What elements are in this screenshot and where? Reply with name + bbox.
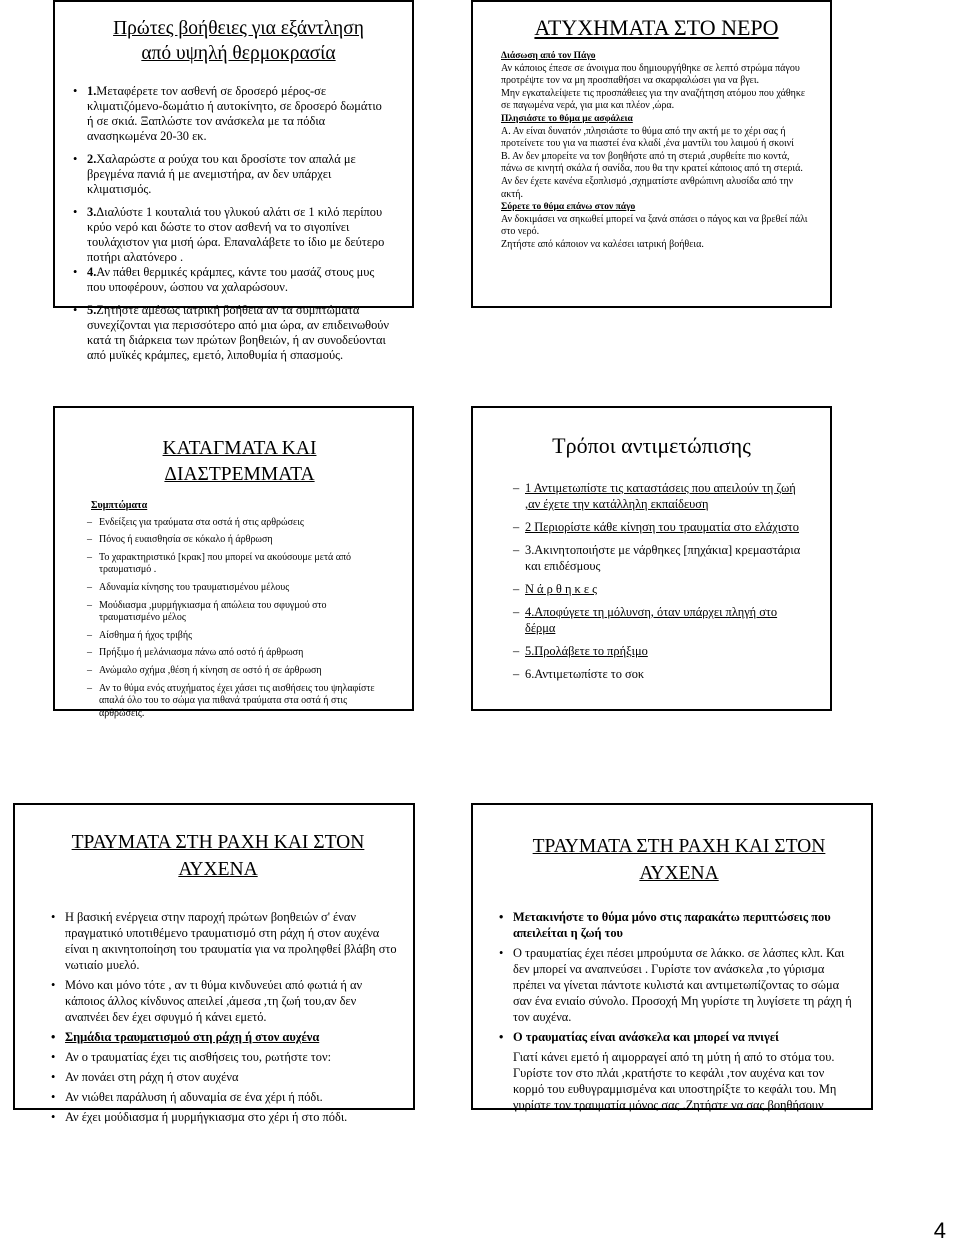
title-line-1: ΤΡΑΥΜΑΤΑ ΣΤΗ ΡΑΧΗ ΚΑΙ ΣΤΟΝ <box>532 836 826 857</box>
title-line-2: ΑΥΧΕΝΑ <box>178 859 258 880</box>
list-item <box>87 265 390 295</box>
list-item <box>87 84 390 144</box>
slide-title <box>503 833 855 887</box>
list-item: – 6.Αντιμετωπίστε το σοκ <box>525 666 808 682</box>
step-number: 2. <box>87 152 97 166</box>
list-item <box>87 205 390 265</box>
slide-water-accidents <box>471 0 832 308</box>
info-list <box>513 909 855 1113</box>
step-text: Μεταφέρετε τον ασθενή σε δροσερό μέρος-σε κλιματιζόμενο-δωμάτιο ή αυτοκίνητο, σε δροσερό δωμάτιο ή σε σκιά. Ξαπλώστε τον ανάσκελα με τα πόδια ανασηκωμένα 20-30 εκ. <box>87 84 382 143</box>
list-item: • Ο τραυματίας είναι ανάσκελα και μπορεί να πνιγεί <box>513 1029 855 1045</box>
list-item: – Μούδιασμα ,μυρμήγκιασμα ή απώλεια του σφυγμού στο τραυματισμένο μέλος <box>99 600 390 625</box>
list-item: – 2 Περιορίστε κάθε κίνηση του τραυματία στο ελάχιστο <box>525 519 808 535</box>
list-item: – Αίσθημα ή ήχος τριβής <box>99 630 390 643</box>
list-item: – 5.Προλάβετε το πρήξιμο <box>525 643 808 659</box>
list-item: • Η βασική ενέργεια στην παροχή πρώτων βοηθειών σ' έναν πραγματικό υποτιθέμενο τραυματισμό στη ράχη ή στον αυχένα είναι η ακινητοποίηση του τραυματία για να προληφθεί βλάβη στο νωτιαίο μυελό. <box>65 909 397 973</box>
list-item <box>87 303 390 363</box>
steps-list <box>87 84 390 363</box>
slide-treatment-methods <box>471 406 832 711</box>
title-line-1: ΤΡΑΥΜΑΤΑ ΣΤΗ ΡΑΧΗ ΚΑΙ ΣΤΟΝ <box>71 832 365 853</box>
paragraph: Αν κάποιος έπεσε σε άνοιγμα που δημιουργήθηκε σε λεπτό στρώμα πάγου προτρέψτε τον να μη προσπαθήσει να σκαρφαλώσει για να βγει. <box>501 62 800 87</box>
title-line-2: ΔΙΑΣΤΡΕΜΜΑΤΑ <box>164 464 315 485</box>
list-item: – 4.Αποφύγετε τη μόλυνση, όταν υπάρχει πληγή στο δέρμα <box>525 604 808 636</box>
list-item: • Αν ο τραυματίας έχει τις αισθήσεις του, ρωτήστε τον: <box>65 1049 397 1065</box>
list-item: – Ν ά ρ θ η κ ε ς <box>525 581 808 597</box>
slide-title <box>39 829 397 883</box>
list-item: • Σημάδια τραυματισμού στη ράχη ή στον αυχένα <box>65 1029 397 1045</box>
paragraph: Αν δεν έχετε κανένα εξοπλισμό ,σχηματίστε ανθρώπινη αλυσίδα από την ακτή. <box>501 175 794 200</box>
slide-fractures <box>53 406 414 719</box>
step-number: 1. <box>87 84 97 98</box>
list-item: – 1 Αντιμετωπίστε τις καταστάσεις που απειλούν τη ζωή ,αν έχετε την κατάλληλη εκπαίδευση <box>525 480 808 512</box>
step-number: 3. <box>87 205 97 219</box>
treatment-list <box>525 480 808 682</box>
list-item: – Αδυναμία κίνησης του τραυματισμένου μέλους <box>99 582 390 595</box>
step-text: Αν πάθει θερμικές κράμπες, κάντε του μασάζ στους μυς που υποφέρουν, ώσπου να χαλαρώσουν. <box>87 265 375 294</box>
title-line-1: ΚΑΤΑΓΜΑΤΑ ΚΑΙ <box>162 438 317 459</box>
list-item: • Ο τραυματίας έχει πέσει μπρούμυτα σε λάκκο. σε λάσπες κλπ. Και δεν μπορεί να αναπνεύσει . Γυρίστε τον ανάσκελα ,το γύρισμα πρέπει να γίνεται πάντοτε κυλιστά και αντιμετωπίζοντας το σώμα σαν ένα ενιαίο σύνολο. Προσοχή Μη γυρίστε τη λυγίσετε τη ράχη ή τον αυχένα. <box>513 945 855 1025</box>
paragraph: Α. Αν είναι δυνατόν ,πλησιάστε το θύμα από την ακτή με το χέρι σας ή προτείνετε του για να πιαστεί ένα κλαδί ,ένα μαντίλι του λαιμού ή σκοινί <box>501 125 794 150</box>
page-number: 4 <box>933 1218 946 1243</box>
slide-title <box>87 16 390 66</box>
paragraph: Ζητήστε από κάποιον να καλέσει ιατρική βοήθεια. <box>501 238 704 250</box>
list-item <box>87 152 390 197</box>
section-heading: Συμπτώματα <box>91 500 148 511</box>
section-heading: Σύρετε το θύμα επάνω στον πάγο <box>501 202 636 213</box>
paragraph: Β. Αν δεν μπορείτε να τον βοηθήστε από τη στεριά ,συρθείτε πιο κοντά, πάνω σε κινητή σκάλα ή σανίδα, που θα την κρατεί κάποιος από τη στεριά. <box>501 150 803 175</box>
info-list <box>65 909 397 1125</box>
list-item: – Ανώμαλο σχήμα ,θέση ή κίνηση σε οστό ή σε άρθρωση <box>99 665 390 678</box>
title-line-2: ΑΥΧΕΝΑ <box>639 863 719 884</box>
list-item: • Αν νιώθει παράλυση ή αδυναμία σε ένα χέρι ή πόδι. <box>65 1089 397 1105</box>
step-number: 4. <box>87 265 97 279</box>
list-item: – Το χαρακτηριστικό [κρακ] που μπορεί να ακούσουμε μετά από τραυματισμό . <box>99 552 390 577</box>
slide-spine-neck-injuries-1 <box>13 803 415 1124</box>
list-item: – Πρήξιμο ή μελάνιασμα πάνω από οστό ή άρθρωση <box>99 647 390 660</box>
paragraph: Μην εγκαταλείψετε τις προσπάθειες για την αναζήτηση ατόμου που χάθηκε σε παγωμένα νερά, για μια και πλέον ,ώρα. <box>501 87 806 112</box>
list-item: Γιατί κάνει εμετό ή αιμορραγεί από τη μύτη ή από το στόμα του. Γυρίστε τον στο πλάι ,κρατήστε το κεφάλι ,τον αυχένα και τον κορμό του ευθυγραμμισμένα και υποστηρίξτε το κεφάλι του. Μη γυρίστε τον τραυματία μόνος σας .Ζητήστε να σας βοηθήσουν <box>513 1050 837 1112</box>
step-text: Διαλύστε 1 κουταλιά του γλυκού αλάτι σε 1 κιλό περίπου κρύο νερό και δώστε το στον ασθενή να το σιγοπίνει τουλάχιστον για μισή ώρα. Επαναλάβετε το ίδιο με δεύτερο ποτήρι αλατόνερο . <box>87 205 385 264</box>
step-text: Ζητήστε αμέσως ιατρική βοήθεια αν τα συμπτώματα συνεχίζονται για περισσότερο από μια ώρα, αν επιδεινωθούν κατά τη διάρκεια των πρώτων βοηθειών, ή αν συνοδεύονται από μυϊκές κράμπες, εμετό, λιποθυμία ή σπασμούς. <box>87 303 390 362</box>
title-line-1: Πρώτες βοήθειες για εξάντληση <box>113 18 364 39</box>
slide-title: Τρόποι αντιμετώπισης <box>552 433 751 458</box>
section-heading: Διάσωση από τον Πάγο <box>501 51 596 61</box>
list-item: – 3.Ακινητοποιήστε με νάρθηκες [πηχάκια] κρεμαστάρια και επιδέσμους <box>525 542 808 574</box>
step-text: Χαλαρώστε α ρούχα του και δροσίστε τον απαλά με βρεγμένα πανιά ή με ανεμιστήρα, αν δεν υπάρχει κλιματισμός. <box>87 152 356 196</box>
slide-heat-exhaustion <box>53 0 414 362</box>
list-item: • Αν πονάει στη ράχη ή στον αυχένα <box>65 1069 397 1085</box>
list-item: – Ενδείξεις για τραύματα στα οστά ή στις αρθρώσεις <box>99 517 390 530</box>
list-item: – Αν το θύμα ενός ατυχήματος έχει χάσει τις αισθήσεις του ψηλαφίστε απαλά όλο του το σώμα για πιθανά τραύματα στα οστά ή στις αρθρώσεις. <box>99 683 390 721</box>
step-number: 5. <box>87 303 97 317</box>
list-item: • Μόνο και μόνο τότε , αν τι θύμα κινδυνεύει από φωτιά ή αν κάποιος άλλος κίνδυνος απειλεί ,άμεσα ,τη ζωή του,αν δεν αναπνέει δεν έχει σφυγμό ή κάνει εμετό. <box>65 977 397 1025</box>
slide-title <box>89 436 390 488</box>
list-item: • Αν έχει μούδιασμα ή μυρμήγκιασμα στο χέρι ή στο πόδι. <box>65 1109 397 1125</box>
slide-spine-neck-injuries-2 <box>471 803 873 1110</box>
list-item: • Μετακινήστε το θύμα μόνο στις παρακάτω περιπτώσεις που απειλείται η ζωή του <box>513 909 855 941</box>
title-line-2: από υψηλή θερμοκρασία <box>141 43 336 64</box>
list-item: – Πόνος ή ευαισθησία σε κόκαλο ή άρθρωση <box>99 534 390 547</box>
section-heading: Πλησιάστε το θύμα με ασφάλεια <box>501 113 633 124</box>
slide-title: ΑΤΥΧΗΜΑΤΑ ΣΤΟ ΝΕΡΟ <box>534 15 779 40</box>
symptoms-list <box>99 517 390 721</box>
paragraph: Αν δοκιμάσει να σηκωθεί μπορεί να ξανά σπάσει ο πάγος και να βρεθεί πάλι στο νερό. <box>501 213 808 238</box>
